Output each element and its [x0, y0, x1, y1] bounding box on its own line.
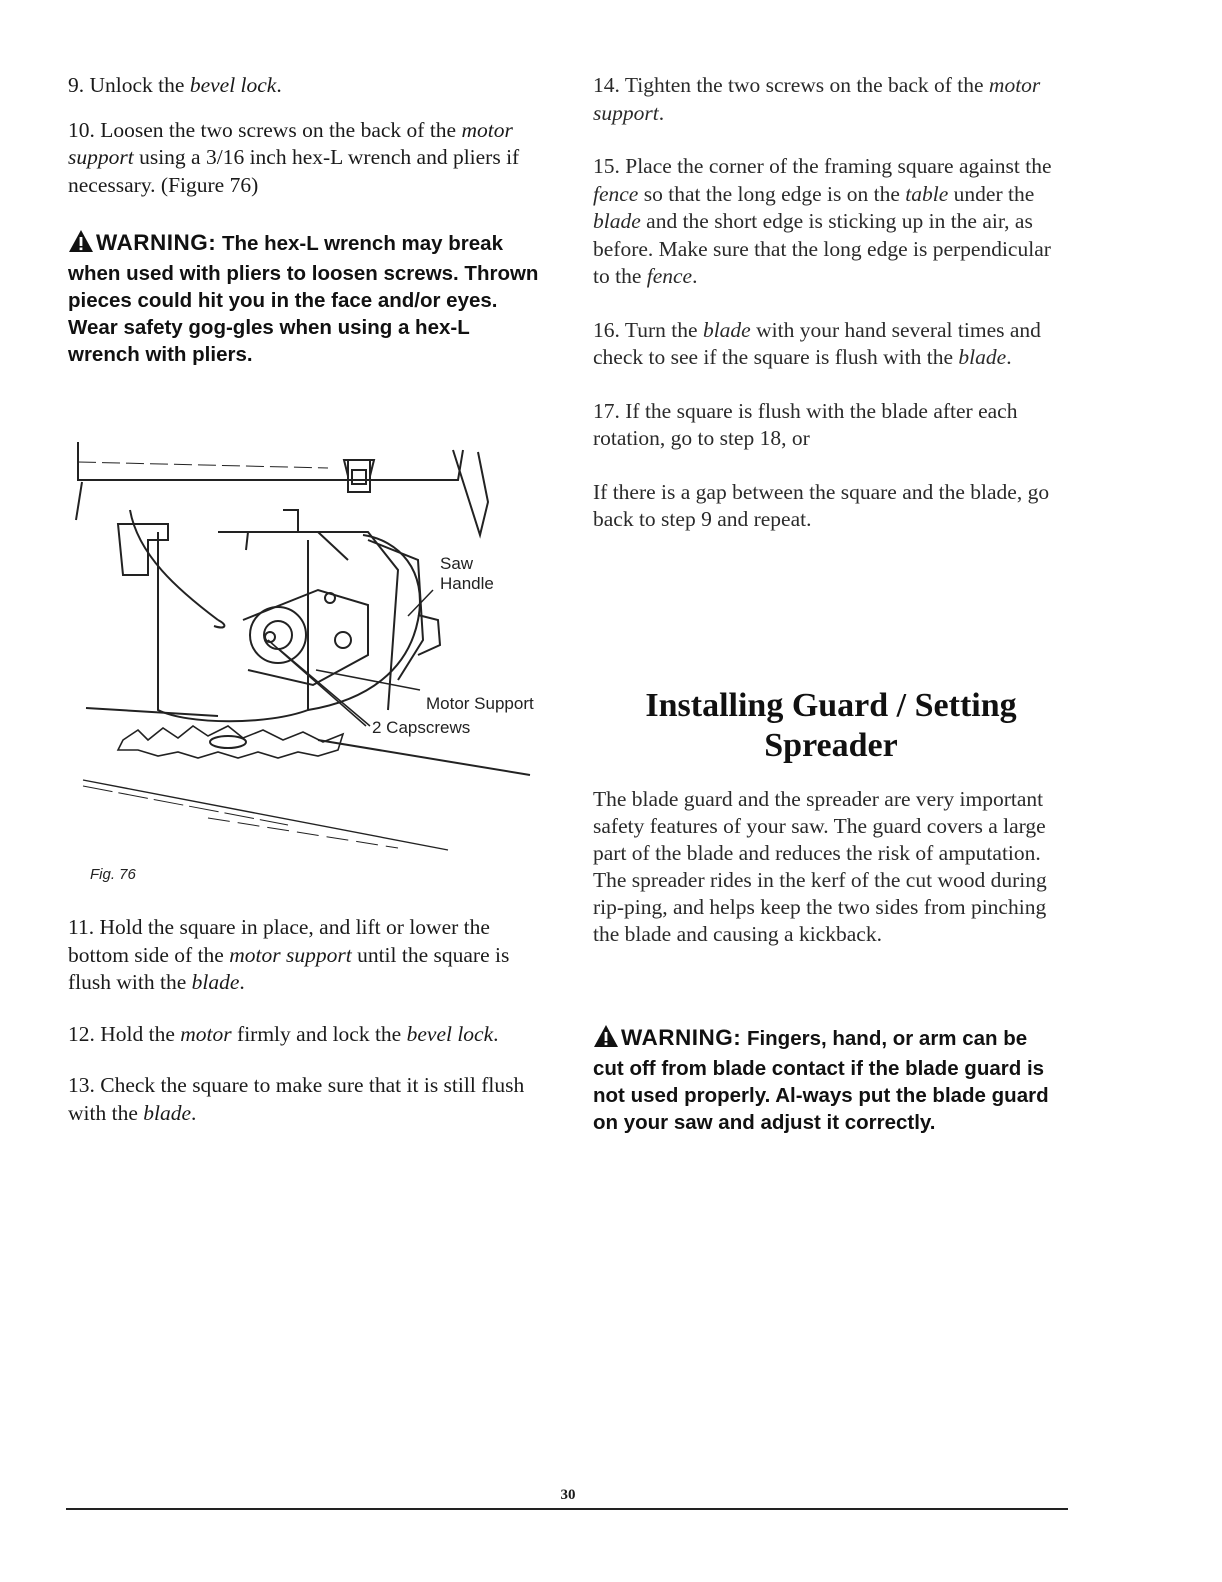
right-column — [593, 72, 1063, 534]
section-title: Installing Guard / Setting Spreader — [645, 687, 1017, 764]
step-13: 13. Check the square to make sure that it is still flush with the blade. — [68, 1073, 525, 1125]
step-17-alternate: If there is a gap between the square and the blade, go back to step 9 and repeat. — [593, 479, 1050, 531]
left-column-lower — [68, 914, 546, 1127]
label-motor-support: Motor Support — [426, 694, 534, 713]
step-15: 15. Place the corner of the framing square against the fence so that the long edge is on the table under the blade and the short edge is sticking up in the air, as before. Make sure that the long edge is perpendicular to the fence. — [593, 154, 1052, 288]
step-10: 10. Loosen the two screws on the back of the motor support using a 3/16 inch hex-L wrench and pliers if necessary. (Figure 76) — [68, 117, 520, 197]
label-saw-handle: Saw Handle — [440, 554, 494, 593]
section-intro: The blade guard and the spreader are very important safety features of your saw. The guard covers a large part of the blade and reduces the risk of amputation. The spreader rides in the kerf of the cut wood during rip-ping, and helps keep the two sides from pinching the blade and causing a kickback. — [593, 787, 1047, 946]
warning-triangle-icon — [68, 229, 94, 260]
warning-blade-guard: WARNING: Fingers, hand, or arm can be cut off from blade contact if the blade guard is not used properly. Al-ways put the blade guard on your saw and adjust it correctly. — [593, 1025, 1049, 1134]
warning-hex-wrench: WARNING: The hex-L wrench may break when used with pliers to loosen screws. Thrown pieces could hit you in the face and/or eyes. Wear safety gog-gles when using a hex-L wrench with pliers. — [68, 230, 539, 366]
figure-caption: Fig. 76 — [90, 866, 136, 883]
figure-76 — [68, 440, 568, 910]
step-17: 17. If the square is flush with the blade after each rotation, go to step 18, or — [593, 398, 1018, 450]
step-9: 9. Unlock the bevel lock. — [68, 73, 282, 97]
left-column — [68, 72, 546, 368]
step-12: 12. Hold the motor firmly and lock the bevel lock. — [68, 1021, 499, 1046]
step-16: 16. Turn the blade with your hand several times and check to see if the square is flush with the blade. — [593, 317, 1041, 369]
step-14: 14. Tighten the two screws on the back of the motor support. — [593, 73, 1041, 125]
label-capscrews: 2 Capscrews — [372, 718, 471, 737]
page-number: 30 — [560, 1487, 576, 1503]
saw-motor-illustration — [68, 440, 568, 870]
warning-triangle-icon — [593, 1024, 619, 1055]
step-11: 11. Hold the square in place, and lift or lower the bottom side of the motor support until the square is flush with the blade. — [68, 915, 510, 994]
footer-rule — [66, 1508, 1068, 1510]
